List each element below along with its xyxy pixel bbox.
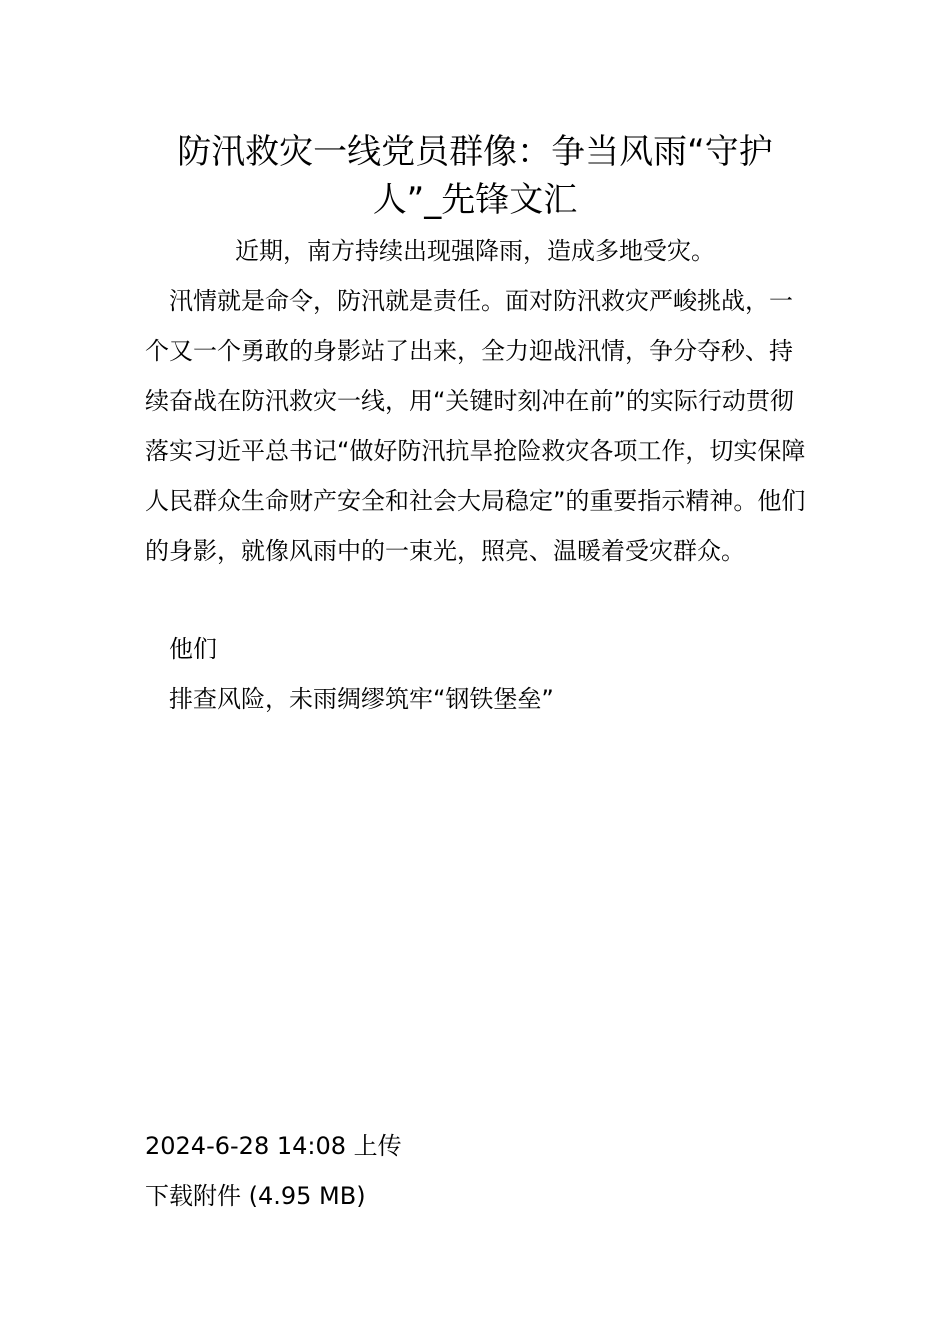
article-paragraph: 汛情就是命令，防汛就是责任。面对防汛救灾严峻挑战，一个又一个勇敢的身影站了出来，全力迎战汛情，争分夺秒、持续奋战在防汛救灾一线，用“关键时刻冲在前”的实际行动贯彻落实习近平总书记“做好防汛抗旱抢险救灾各项工作，切实保障人民群众生命财产安全和社会大局稳定”的重要指示精神。他们的身影，就像风雨中的一束光，照亮、温暖着受灾群众。 — [145, 287, 806, 565]
download-attachment-link[interactable]: 下载附件 (4.95 MB) — [145, 1182, 366, 1210]
article-paragraph: 他们 — [169, 635, 217, 663]
article-title: 防汛救灾一线党员群像：争当风雨“守护人”_先锋文汇 — [177, 132, 773, 220]
article-subheading: 排查风险，未雨绸缪筑牢“钢铁堡垒” — [169, 685, 554, 713]
upload-timestamp: 2024-6-28 14:08 上传 — [145, 1132, 402, 1160]
article-lead: 近期，南方持续出现强降雨，造成多地受灾。 — [235, 237, 715, 265]
